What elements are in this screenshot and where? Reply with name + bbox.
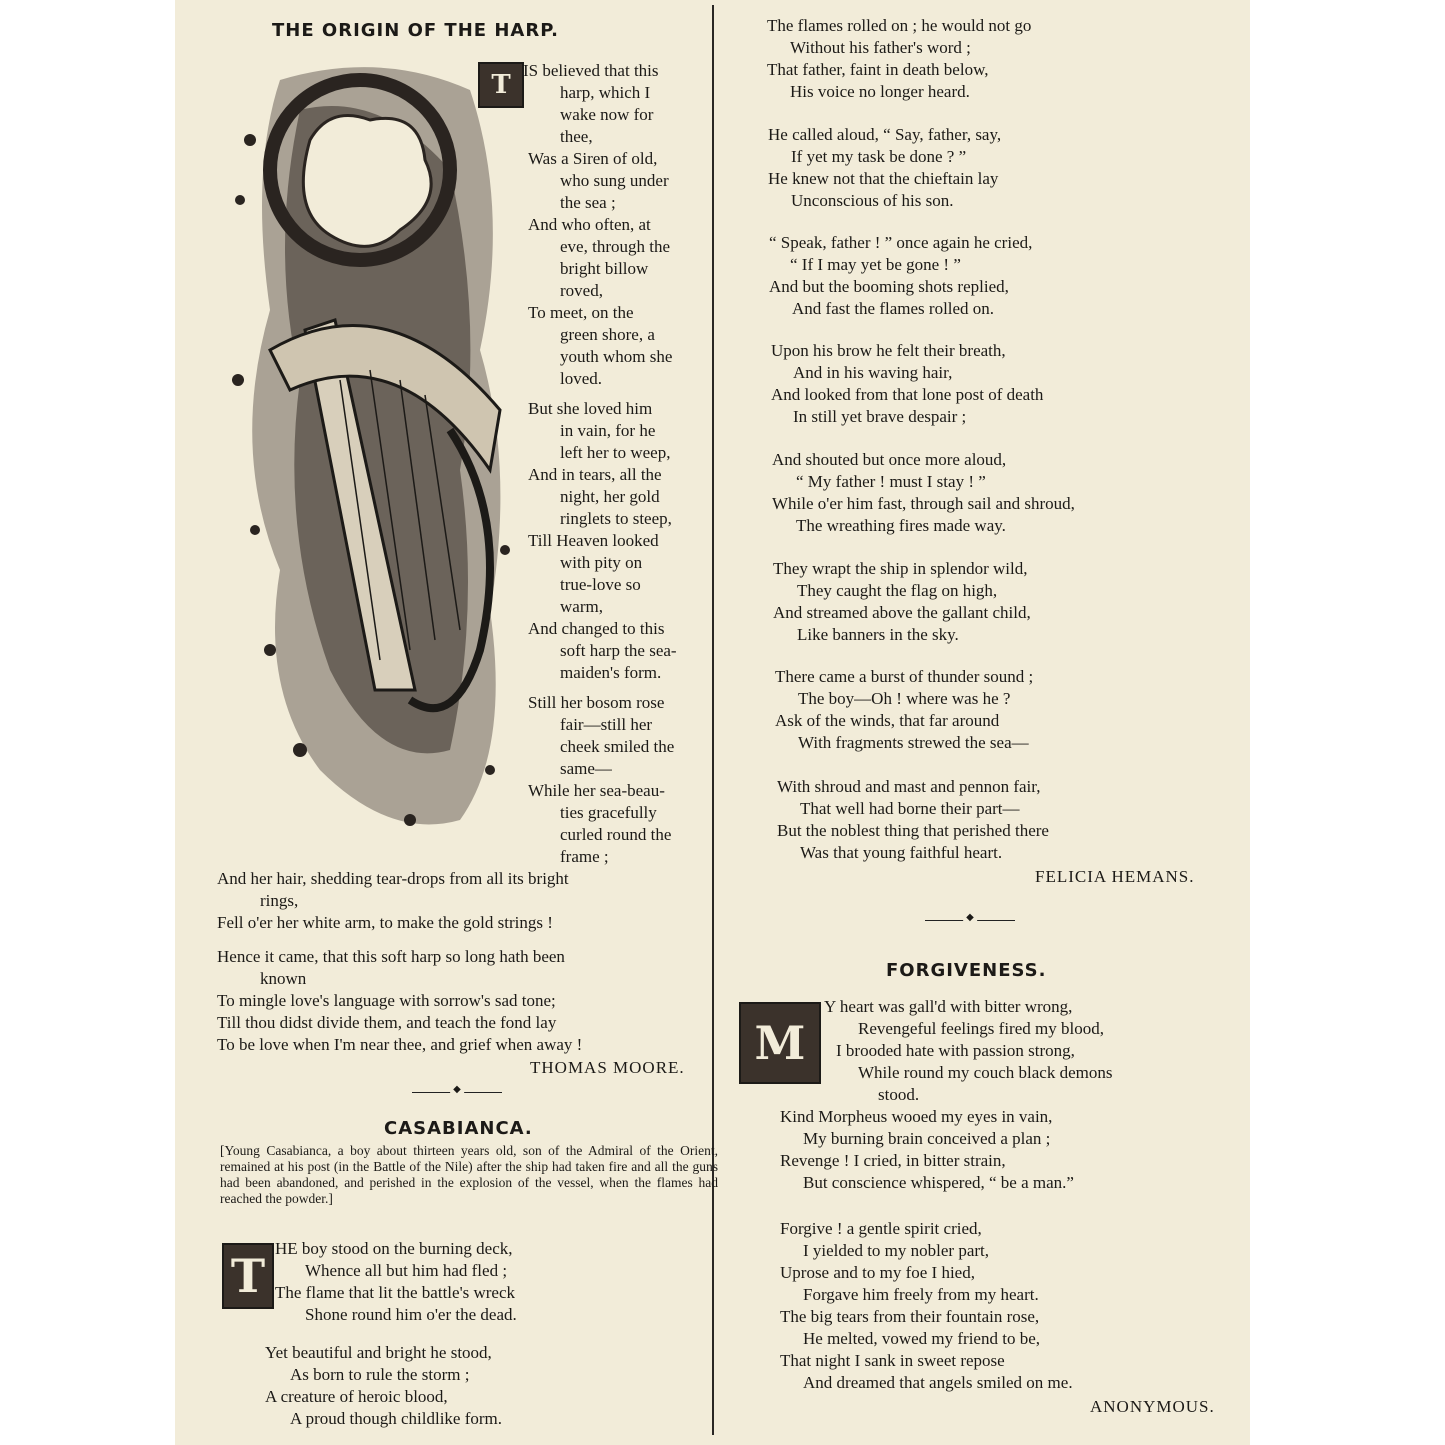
harp-line: And who often, at xyxy=(528,215,651,234)
casabianca-line: With shroud and mast and pennon fair, xyxy=(777,777,1041,796)
casabianca-line: He called aloud, “ Say, father, say, xyxy=(768,125,1002,144)
harp-line: the sea ; xyxy=(560,193,616,212)
casabianca-line: In still yet brave despair ; xyxy=(793,407,967,426)
harp-line: IS believed that this xyxy=(523,61,659,80)
harp-line: loved. xyxy=(560,369,603,388)
harp-line: Was a Siren of old, xyxy=(528,149,658,168)
harp-line: To meet, on the xyxy=(528,303,634,322)
casabianca-line: He knew not that the chieftain lay xyxy=(768,169,999,188)
casabianca-drop-cap: T xyxy=(222,1243,274,1309)
harp-author: THOMAS MOORE. xyxy=(530,1058,685,1077)
forgiveness-line: Revengeful feelings fired my blood, xyxy=(858,1019,1104,1038)
casabianca-line: A proud though childlike form. xyxy=(290,1409,503,1428)
forgiveness-line: Forgave him freely from my heart. xyxy=(803,1285,1039,1304)
casabianca-line: “ If I may yet be gone ! ” xyxy=(790,255,961,274)
casabianca-line: They caught the flag on high, xyxy=(797,581,998,600)
forgiveness-line: I brooded hate with passion strong, xyxy=(836,1041,1075,1060)
harp-line: soft harp the sea- xyxy=(560,641,677,660)
forgiveness-drop-cap: M xyxy=(739,1002,821,1084)
casabianca-line: The flames rolled on ; he would not go xyxy=(767,16,1032,35)
harp-line: thee, xyxy=(560,127,593,146)
casabianca-line: “ Speak, father ! ” once again he cried, xyxy=(769,233,1033,252)
harp-line: left her to weep, xyxy=(560,443,671,462)
casabianca-line: And fast the flames rolled on. xyxy=(792,299,995,318)
forgiveness-line: That night I sank in sweet repose xyxy=(780,1351,1005,1370)
harp-line: maiden's form. xyxy=(560,663,662,682)
casabianca-line: As born to rule the storm ; xyxy=(290,1365,470,1384)
harp-line: roved, xyxy=(560,281,603,300)
harp-line: known xyxy=(260,969,307,988)
harp-line: night, her gold xyxy=(560,487,660,506)
casabianca-line: That well had borne their part— xyxy=(800,799,1020,818)
casabianca-author: FELICIA HEMANS. xyxy=(1035,867,1195,886)
forgiveness-line: Revenge ! I cried, in bitter strain, xyxy=(780,1151,1006,1170)
casabianca-line: A creature of heroic blood, xyxy=(265,1387,448,1406)
harp-line: warm, xyxy=(560,597,603,616)
forgiveness-line: While round my couch black demons xyxy=(858,1063,1113,1082)
harp-drop-cap: T xyxy=(478,62,524,108)
forgiveness-line: Kind Morpheus wooed my eyes in vain, xyxy=(780,1107,1053,1126)
ornament-divider xyxy=(412,1090,502,1096)
casabianca-line: HE boy stood on the burning deck, xyxy=(275,1239,513,1258)
casabianca-line: And but the booming shots replied, xyxy=(769,277,1009,296)
casabianca-line: With fragments strewed the sea— xyxy=(798,733,1029,752)
harp-line: And in tears, all the xyxy=(528,465,662,484)
forgiveness-line: Y heart was gall'd with bitter wrong, xyxy=(824,997,1073,1016)
casabianca-line: Yet beautiful and bright he stood, xyxy=(265,1343,492,1362)
casabianca-line: That father, faint in death below, xyxy=(767,60,989,79)
harp-line: bright billow xyxy=(560,259,649,278)
forgiveness-line: The big tears from their fountain rose, xyxy=(780,1307,1040,1326)
forgiveness-line: Forgive ! a gentle spirit cried, xyxy=(780,1219,982,1238)
casabianca-line: Upon his brow he felt their breath, xyxy=(771,341,1006,360)
harp-line: harp, which I xyxy=(560,83,651,102)
harp-line: And her hair, shedding tear-drops from all its bright xyxy=(217,869,569,888)
casabianca-line: And shouted but once more aloud, xyxy=(772,450,1007,469)
harp-line: with pity on xyxy=(560,553,643,572)
casabianca-line: “ My father ! must I stay ! ” xyxy=(796,472,986,491)
forgiveness-line: My burning brain conceived a plan ; xyxy=(803,1129,1051,1148)
casabianca-note: [Young Casabianca, a boy about thirteen years old, son of the Admiral of the Orient, remained at his post (in the Battle of the Nile) after the ship had taken fire and all the guns had been abandoned, and perished in the explosion of the vessel, when the flames had reached the powder.] xyxy=(220,1143,718,1206)
casabianca-line: Unconscious of his son. xyxy=(791,191,954,210)
harp-line: ringlets to steep, xyxy=(560,509,672,528)
ornament-divider xyxy=(925,918,1015,924)
casabianca-line: Whence all but him had fled ; xyxy=(305,1261,508,1280)
harp-line: To be love when I'm near thee, and grief when away ! xyxy=(217,1035,583,1054)
casabianca-line: If yet my task be done ? ” xyxy=(791,147,967,166)
casabianca-line: Ask of the winds, that far around xyxy=(775,711,1000,730)
harp-illustration xyxy=(210,50,520,855)
forgiveness-line: He melted, vowed my friend to be, xyxy=(803,1329,1040,1348)
casabianca-line: The flame that lit the battle's wreck xyxy=(275,1283,516,1302)
casabianca-title: CASABIANCA. xyxy=(384,1118,533,1139)
harp-line: true-love so xyxy=(560,575,641,594)
harp-line: ties gracefully xyxy=(560,803,657,822)
harp-line: youth whom she xyxy=(560,347,673,366)
harp-line: And changed to this xyxy=(528,619,665,638)
harp-line: Till Heaven looked xyxy=(528,531,659,550)
casabianca-line: But the noblest thing that perished there xyxy=(777,821,1049,840)
casabianca-line: They wrapt the ship in splendor wild, xyxy=(773,559,1028,578)
harp-line: But she loved him xyxy=(528,399,653,418)
harp-line: green shore, a xyxy=(560,325,655,344)
casabianca-line: Without his father's word ; xyxy=(790,38,971,57)
casabianca-line: And looked from that lone post of death xyxy=(771,385,1044,404)
harp-line: rings, xyxy=(260,891,299,910)
forgiveness-author: ANONYMOUS. xyxy=(1090,1397,1215,1416)
harp-line: eve, through the xyxy=(560,237,670,256)
harp-line: same— xyxy=(560,759,612,778)
harp-line: Hence it came, that this soft harp so long hath been xyxy=(217,947,565,966)
harp-line: wake now for xyxy=(560,105,654,124)
casabianca-line: Like banners in the sky. xyxy=(797,625,959,644)
harp-line: To mingle love's language with sorrow's sad tone; xyxy=(217,991,556,1010)
casabianca-line: And in his waving hair, xyxy=(793,363,953,382)
harp-line: Fell o'er her white arm, to make the gold strings ! xyxy=(217,913,553,932)
harp-line: who sung under xyxy=(560,171,669,190)
casabianca-line: And streamed above the gallant child, xyxy=(773,603,1031,622)
forgiveness-title: FORGIVENESS. xyxy=(886,960,1047,981)
casabianca-line: His voice no longer heard. xyxy=(790,82,970,101)
forgiveness-line: Uprose and to my foe I hied, xyxy=(780,1263,975,1282)
harp-line: frame ; xyxy=(560,847,609,866)
forgiveness-line: I yielded to my nobler part, xyxy=(803,1241,990,1260)
harp-line: in vain, for he xyxy=(560,421,656,440)
harp-line: While her sea-beau- xyxy=(528,781,665,800)
harp-line: Still her bosom rose xyxy=(528,693,665,712)
casabianca-line: Was that young faithful heart. xyxy=(800,843,1003,862)
casabianca-line: The boy—Oh ! where was he ? xyxy=(798,689,1011,708)
harp-line: curled round the xyxy=(560,825,672,844)
harp-line: cheek smiled the xyxy=(560,737,675,756)
casabianca-line: Shone round him o'er the dead. xyxy=(305,1305,517,1324)
harp-line: Till thou didst divide them, and teach the fond lay xyxy=(217,1013,557,1032)
harp-title: THE ORIGIN OF THE HARP. xyxy=(272,20,559,41)
casabianca-line: There came a burst of thunder sound ; xyxy=(775,667,1034,686)
forgiveness-line: And dreamed that angels smiled on me. xyxy=(803,1373,1073,1392)
forgiveness-line: But conscience whispered, “ be a man.” xyxy=(803,1173,1074,1192)
forgiveness-line: stood. xyxy=(878,1085,920,1104)
casabianca-line: While o'er him fast, through sail and shroud, xyxy=(772,494,1075,513)
column-divider xyxy=(712,5,714,1435)
casabianca-line: The wreathing fires made way. xyxy=(796,516,1006,535)
harp-line: fair—still her xyxy=(560,715,653,734)
